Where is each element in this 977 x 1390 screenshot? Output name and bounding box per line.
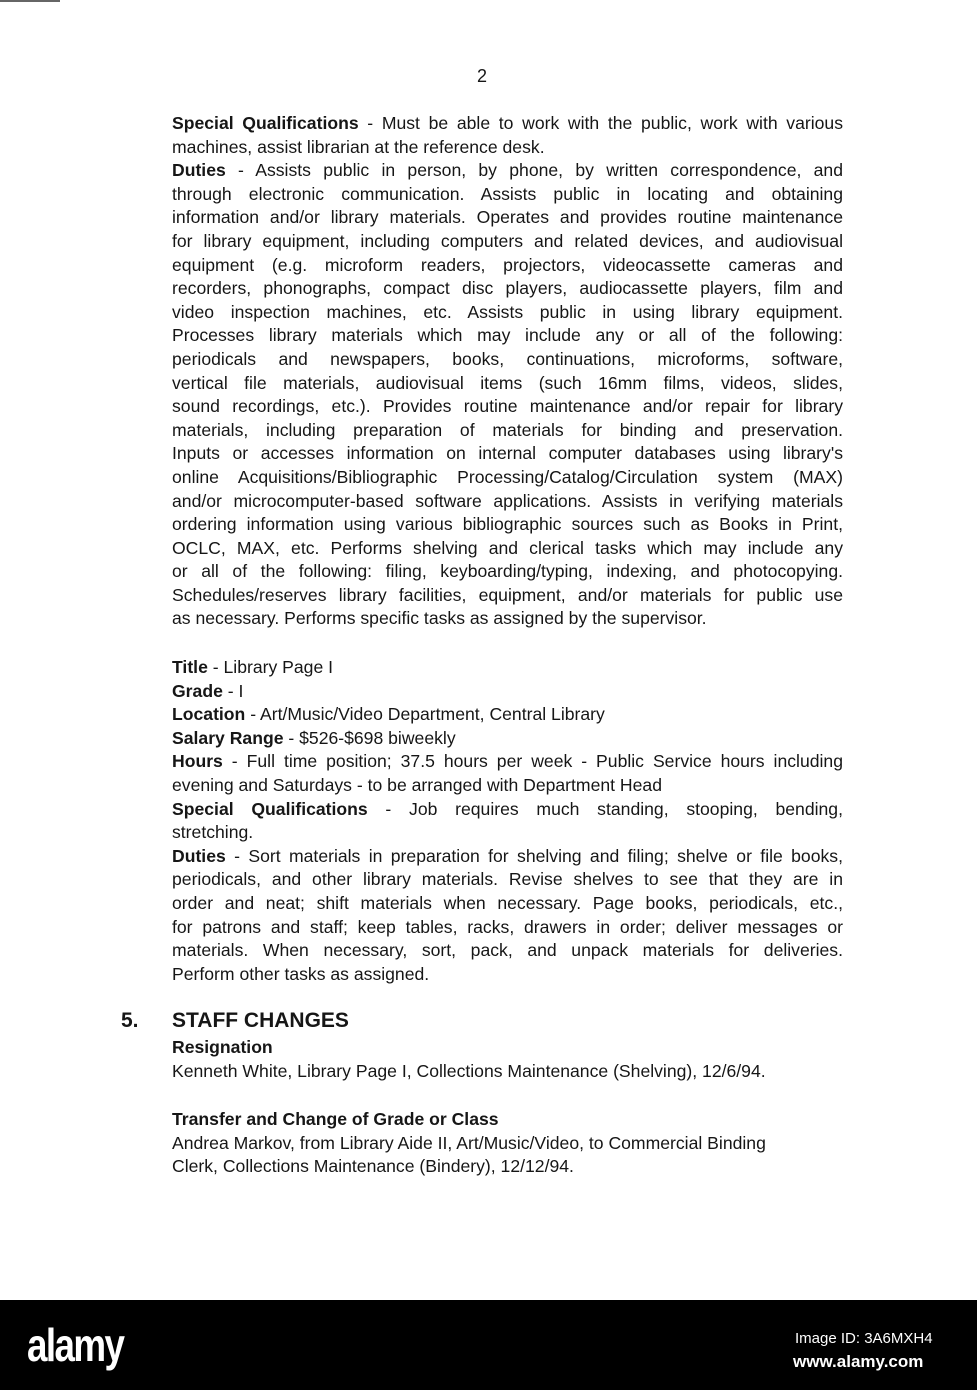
line-text: OCLC, MAX, etc. Performs shelving and clerical tasks which may include any [172,537,843,558]
text-line [172,868,843,892]
text-line [172,537,843,561]
field-label: Location [172,704,246,725]
line-text: materials, including preparation of materials for binding and preservation. [172,419,843,440]
section-number: 5. [121,1009,139,1032]
text-line [172,159,843,183]
text-line [172,892,843,916]
line-text: - Must be able to work with the public, work with various [358,113,843,133]
line-text: Schedules/reserves library facilities, equipment, and/or materials for public use [172,584,843,605]
line-text: or all of the following: filing, keyboarding/typing, indexing, and photocopying. [172,561,843,582]
text-line [172,750,843,774]
text-line [172,607,843,631]
line-text: vertical file materials, audiovisual items (such 16mm films, videos, slides, [172,372,843,393]
text-line [172,727,843,751]
text-line [172,845,843,869]
line-text: information and/or library materials. Operates and provides routine maintenance [172,207,843,228]
line-text: - Library Page I [207,657,334,677]
line-text: video inspection machines, etc. Assists public in using library equipment. [172,301,843,322]
field-label: Grade [172,680,223,701]
text-line [172,206,843,230]
text-line [172,1155,843,1179]
line-text: Processes library materials which may include any or all of the following: [172,325,843,346]
text-line [172,513,843,537]
text-line [172,254,843,278]
text-line [172,183,843,207]
field-label: Resignation [172,1037,273,1057]
text-line [172,230,843,254]
line-text: periodicals and newspapers, books, continuations, microforms, software, [172,348,843,369]
text-line [172,1060,843,1084]
text-line [172,703,843,727]
field-label: Special Qualifications [172,113,359,133]
line-text: - Art/Music/Video Department, Central Library [245,704,605,725]
text-line [172,584,843,608]
line-text: recorders, phonographs, compact disc players, audiocassette players, film and [172,278,843,299]
text-line [172,348,843,372]
line-text: ordering information using various bibliographic sources such as Books in Print, [172,514,843,535]
text-line [172,680,843,704]
text-line [172,916,843,940]
text-line [172,656,843,680]
line-text: order and neat; shift materials when necessary. Page books, periodicals, etc., [172,892,843,913]
scan-edge-line [0,0,60,2]
line-text: Perform other tasks as assigned. [172,963,430,984]
field-label: Special Qualifications [172,798,368,819]
field-label: Hours [172,751,223,772]
text-line [172,277,843,301]
line-text: - Assists public in person, by phone, by written correspondence, and [225,160,843,181]
field-label: Transfer and Change of Grade or Class [172,1109,499,1129]
text-line [172,442,843,466]
page-number: 2 [477,66,488,86]
text-line [172,466,843,490]
line-text: for patrons and staff; keep tables, racks, drawers in order; deliver messages or [172,916,843,937]
line-text: - Sort materials in preparation for shelving and filing; shelve or file books, [225,845,843,866]
text-line [172,372,843,396]
text-line [172,1108,843,1132]
alamy-logo: alamy [27,1319,124,1371]
field-label: Duties [172,845,226,866]
line-text: as necessary. Performs specific tasks as assigned by the supervisor. [172,608,707,629]
line-text: through electronic communication. Assists public in locating and obtaining [172,183,843,204]
text-line [172,419,843,443]
text-line [172,798,843,822]
line-text: evening and Saturdays - to be arranged with Department Head [172,774,662,795]
text-line [172,963,843,987]
text-line [172,939,843,963]
text-line [172,112,843,136]
line-text: sound recordings, etc.). Provides routine maintenance and/or repair for library [172,396,843,417]
image-id: Image ID: 3A6MXH4 [795,1330,933,1347]
library-page-job-description [172,656,843,986]
field-label: Title [172,657,208,677]
text-line [172,395,843,419]
line-text: Clerk, Collections Maintenance (Bindery), 12/12/94. [172,1156,574,1177]
text-line [172,301,843,325]
field-label: Duties [172,160,226,181]
job-description-continued [172,112,843,631]
line-text: - Job requires much standing, stooping, bending, [367,798,843,819]
resignation-entry [172,1036,843,1083]
text-line [172,821,843,845]
text-line [172,324,843,348]
line-text: - Full time position; 37.5 hours per week - Public Service hours including [222,751,843,772]
transfer-entry [172,1108,843,1179]
field-label: Salary Range [172,727,284,748]
line-text: Kenneth White, Library Page I, Collections Maintenance (Shelving), 12/6/94. [172,1060,766,1081]
text-line [172,490,843,514]
section-title: STAFF CHANGES [172,1009,349,1032]
line-text: materials. When necessary, sort, pack, and unpack materials for deliveries. [172,940,843,961]
line-text: for library equipment, including computers and related devices, and audiovisual [172,230,843,251]
line-text: and/or microcomputer-based software applications. Assists in verifying materials [172,490,843,511]
line-text: - I [222,680,244,701]
text-line [172,136,843,160]
line-text: periodicals, and other library materials. Revise shelves to see that they are in [172,869,843,890]
line-text: Andrea Markov, from Library Aide II, Art/Music/Video, to Commercial Binding [172,1132,766,1153]
line-text: equipment (e.g. microform readers, projectors, videocassette cameras and [172,254,843,275]
watermark-url: www.alamy.com [793,1352,924,1371]
text-line [172,1132,843,1156]
line-text: stretching. [172,822,254,843]
text-line [172,1036,843,1060]
text-line [172,560,843,584]
line-text: online Acquisitions/Bibliographic Processing/Catalog/Circulation system (MAX) [172,466,843,487]
line-text: Inputs or accesses information on internal computer databases using library's [172,443,843,464]
line-text: - $526-$698 biweekly [283,727,456,748]
line-text: machines, assist librarian at the reference desk. [172,136,545,157]
text-line [172,774,843,798]
